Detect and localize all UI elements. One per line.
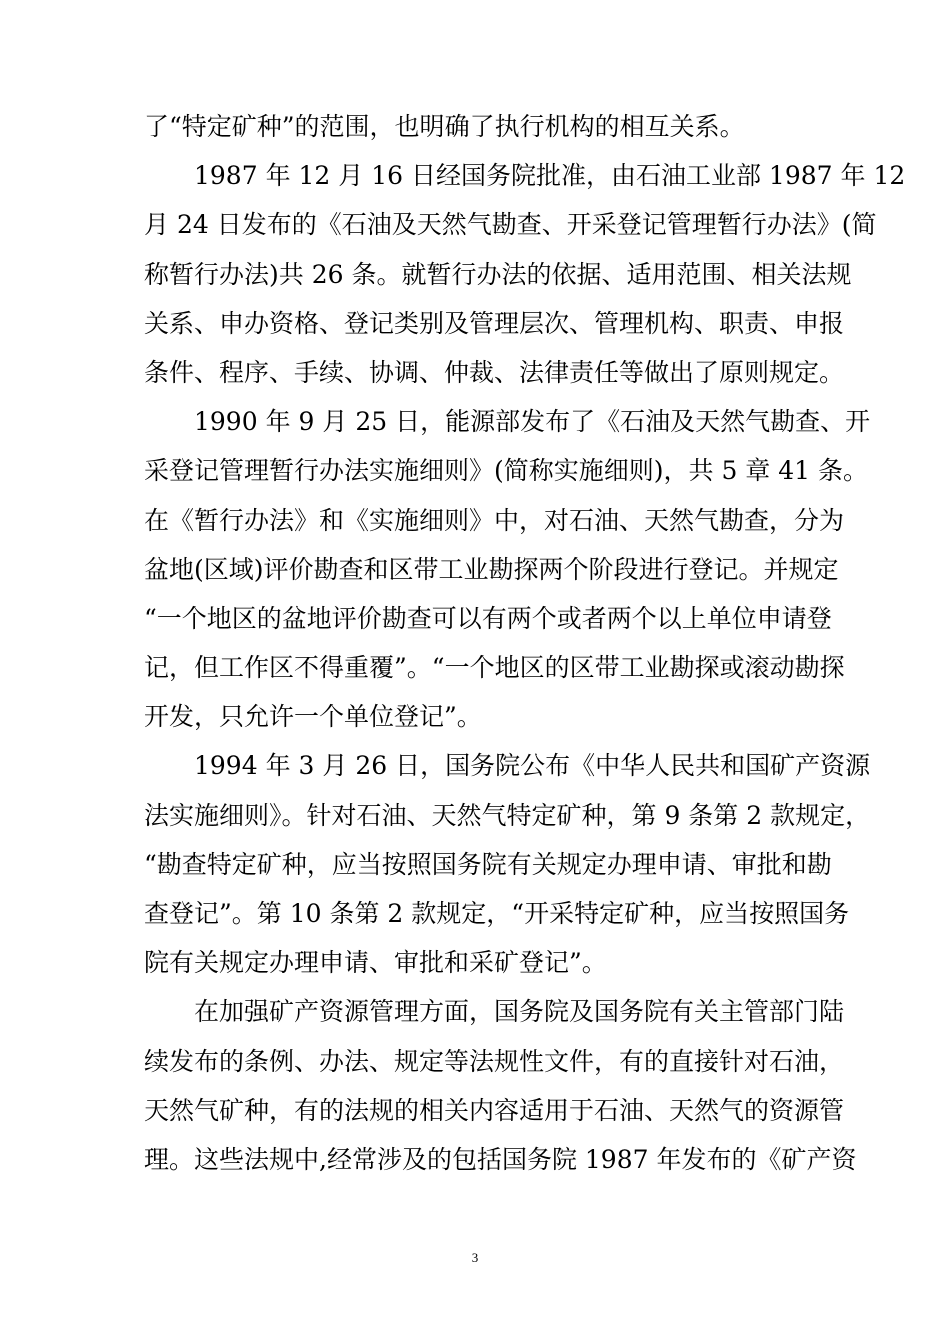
text-line: 院有关规定办理申请、审批和采矿登记”。 xyxy=(144,948,607,978)
text-line: 关系、申办资格、登记类别及管理层次、管理机构、职责、申报 xyxy=(144,308,845,338)
text-line: “勘查特定矿种，应当按照国务院有关规定办理申请、审批和勘 xyxy=(144,849,832,879)
text-line: 盆地(区域)评价勘查和区带工业勘探两个阶段进行登记。并规定 xyxy=(144,554,839,584)
text-line: 天然气矿种，有的法规的相关内容适用于石油、天然气的资源管 xyxy=(144,1095,845,1125)
text-line: 查登记”。第 10 条第 2 款规定，“开采特定矿种，应当按照国务 xyxy=(144,899,850,928)
body-text xyxy=(144,102,906,1184)
text-line: 在《暂行办法》和《实施细则》中，对石油、天然气勘查，分为 xyxy=(144,505,845,535)
text-line: 1987 年 12 月 16 日经国务院批准，由石油工业部 1987 年 12 xyxy=(194,161,906,191)
text-line: 开发，只允许一个单位登记”。 xyxy=(144,702,482,732)
text-line: 记，但工作区不得重覆”。“一个地区的区带工业勘探或滚动勘探 xyxy=(144,653,845,683)
text-line: 了“特定矿种”的范围，也明确了执行机构的相互关系。 xyxy=(144,112,745,141)
text-line: 续发布的条例、办法、规定等法规性文件，有的直接针对石油， xyxy=(144,1046,845,1076)
text-line: 采登记管理暂行办法实施细则》(简称实施细则)，共 5 章 41 条。 xyxy=(144,456,869,486)
text-line: 条件、程序、手续、协调、仲裁、法律责任等做出了原则规定。 xyxy=(144,357,845,387)
page-number: 3 xyxy=(471,1250,479,1265)
text-line: 1990 年 9 月 25 日，能源部发布了《石油及天然气勘查、开 xyxy=(194,407,871,437)
text-line: 称暂行办法)共 26 条。就暂行办法的依据、适用范围、相关法规 xyxy=(144,259,852,289)
text-line: 在加强矿产资源管理方面，国务院及国务院有关主管部门陆 xyxy=(194,997,845,1027)
text-line: 1994 年 3 月 26 日，国务院公布《中华人民共和国矿产资源 xyxy=(194,751,871,781)
text-line: “一个地区的盆地评价勘查可以有两个或者两个以上单位申请登 xyxy=(144,603,832,633)
text-line: 理。这些法规中,经常涉及的包括国务院 1987 年发布的《矿产资 xyxy=(144,1144,857,1174)
text-line: 月 24 日发布的《石油及天然气勘查、开采登记管理暂行办法》(简 xyxy=(144,210,877,240)
text-line: 法实施细则》。针对石油、天然气特定矿种，第 9 条第 2 款规定， xyxy=(144,800,871,830)
